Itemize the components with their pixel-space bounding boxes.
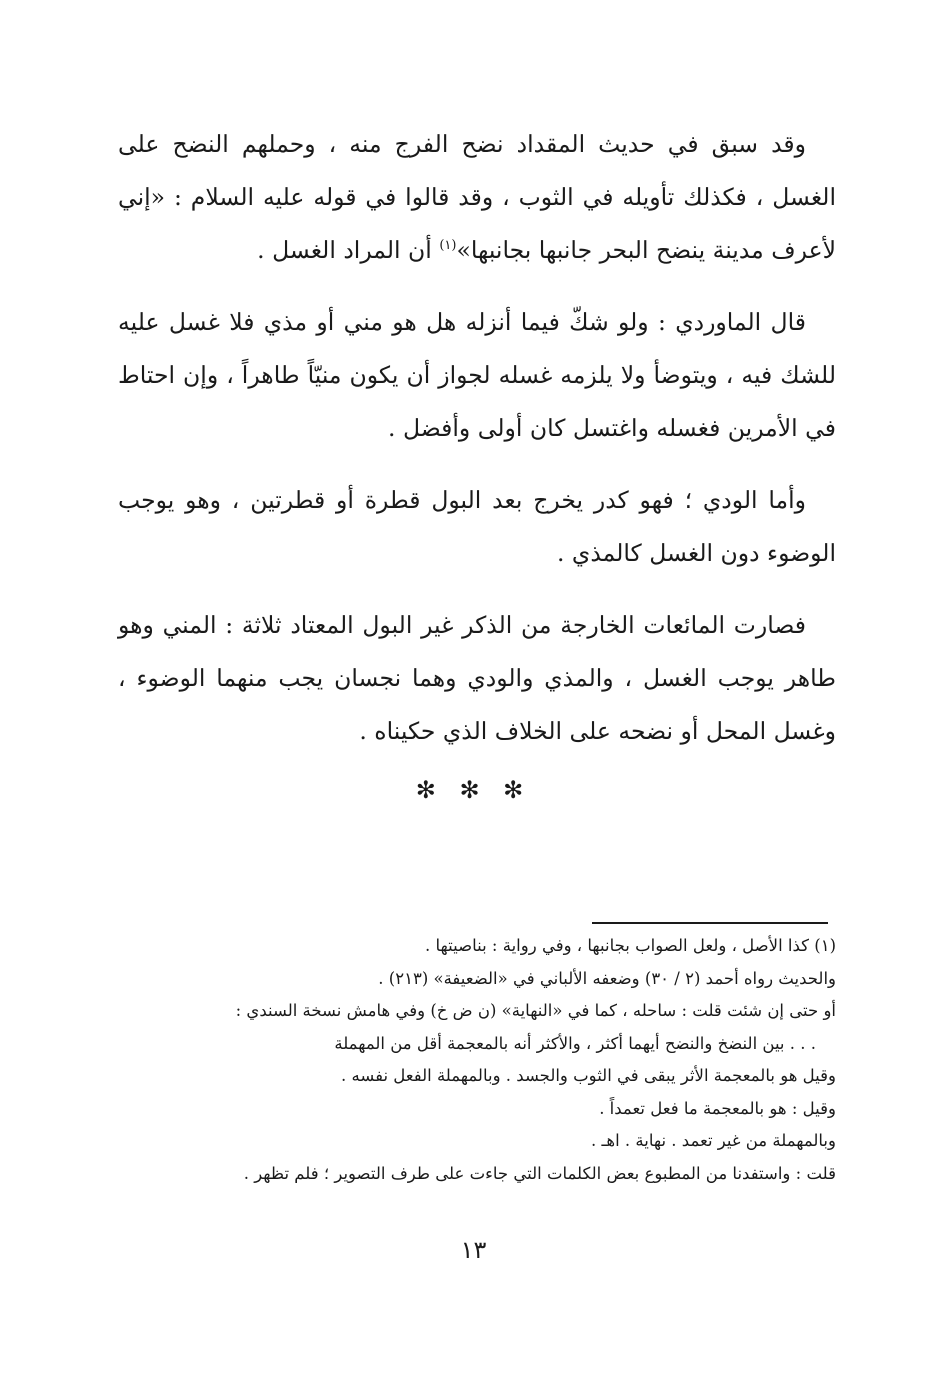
paragraph: فصارت المائعات الخارجة من الذكر غير البول المعتاد ثلاثة : المني وهو طاهر يوجب الغسل ، والمذي والودي وهما نجسان يجب منهما الوضوء ، وغسل المحل أو نضحه على الخلاف الذي حكيناه . — [118, 611, 836, 745]
paragraph-text: أن المراد الغسل . — [257, 236, 440, 264]
main-text — [118, 118, 836, 758]
footnote-line: قلت : واستفدنا من المطبوع بعض الكلمات التي جاءت على طرف التصوير ؛ فلم تظهر . — [243, 1163, 836, 1183]
footnote-line: وقيل : هو بالمعجمة ما فعل تعمداً . — [599, 1098, 836, 1118]
footnote-line: أو حتى إن شئت قلت : ساحله ، كما في «النهاية» (ن ض خ) وفي هامش نسخة السندي : — [235, 1001, 836, 1020]
footnotes — [100, 930, 836, 1190]
paragraph — [118, 118, 836, 277]
section-separator: ✻ ✻ ✻ — [415, 776, 532, 804]
page-number: ١٣ — [460, 1236, 487, 1264]
paragraph: وأما الودي ؛ فهو كدر يخرج بعد البول قطرة أو قطرتين ، وهو يوجب الوضوء دون الغسل كالمذي . — [118, 486, 836, 567]
footnote-line: . . . بين النضخ والنضح أيهما أكثر ، والأكثر أنه بالمعجمة أقل من المهملة — [334, 1033, 816, 1053]
footnote-line: والحديث رواه أحمد (٢ / ٣٠) وضعفه الألباني في «الضعيفة» (٢١٣) . — [378, 968, 836, 988]
footnote-divider — [592, 922, 828, 924]
footnote-line: (١) كذا الأصل ، ولعل الصواب بجانبها ، وفي رواية : بناصيتها . — [425, 936, 836, 955]
footnote-reference: (١) — [439, 238, 457, 254]
footnote-line: وبالمهملة من غير تعمد . نهاية . اهـ . — [591, 1131, 836, 1150]
paragraph: قال الماوردي : ولو شكّ فيما أنزله هل هو مني أو مذي فلا غسل عليه للشك فيه ، ويتوضأ ولا يلزمه غسله لجواز أن يكون منيّاً طاهراً ، وإن احتاط في الأمرين فغسله واغتسل كان أولى وأفضل . — [118, 308, 836, 442]
paragraph-text: وقد سبق في حديث المقداد نضح الفرج منه ، وحملهم النضح على الغسل ، فكذلك تأويله في الثوب ، وقد قالوا في قوله عليه السلام : «إني لأعرف مدينة ينضح البحر جانبها بجانبها» — [118, 130, 836, 264]
footnote-line: وقيل هو بالمعجمة الأثر يبقى في الثوب والجسد . وبالمهملة الفعل نفسه . — [341, 1066, 836, 1085]
